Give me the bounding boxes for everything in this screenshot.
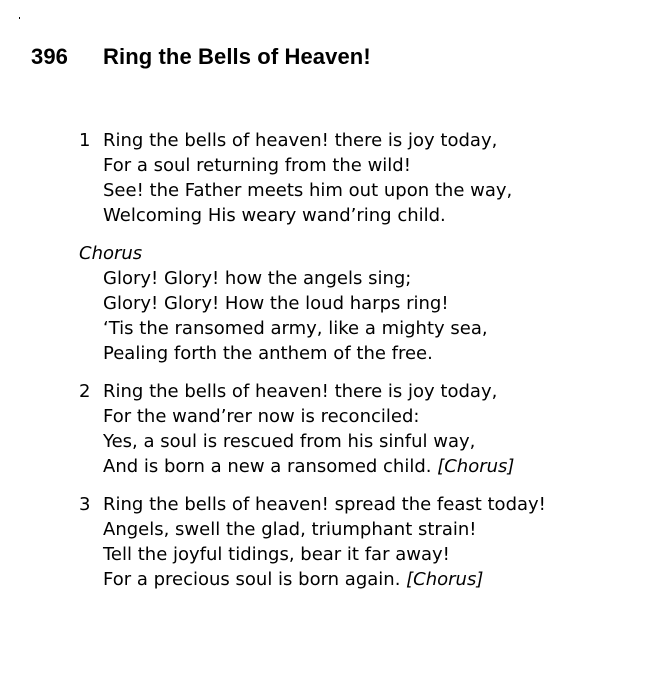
verse-line: For a soul returning from the wild! [103,155,411,176]
verse-line: Welcoming His weary wand’ring child. [103,205,446,226]
verse-line [79,567,546,592]
verse-line [79,492,546,517]
verse-2 [79,379,514,479]
verse-line [79,454,514,479]
stray-mark [19,17,20,19]
chorus [79,241,488,366]
chorus-reference: [Chorus] [406,569,484,590]
verse-line [79,379,514,404]
verse-line: For the wand’rer now is reconciled: [103,406,420,427]
verse-line: Angels, swell the glad, triumphant strain! [103,519,477,540]
chorus-line: ‘Tis the ransomed army, like a mighty sea, [103,318,488,339]
chorus-reference: [Chorus] [437,456,515,477]
verse-line: See! the Father meets him out upon the way, [103,180,513,201]
chorus-label: Chorus [79,243,143,264]
verse-line-text: Ring the bells of heaven! there is joy today, [103,381,498,402]
verse-line: Tell the joyful tidings, bear it far away! [103,544,450,565]
verse-line: Yes, a soul is rescued from his sinful way, [103,431,476,452]
chorus-line: Pealing forth the anthem of the free. [103,343,433,364]
verse-line-text: And is born a new a ransomed child. [103,456,438,477]
verse-line [79,128,512,153]
verse-number: 3 [79,494,91,515]
verse-line-text: For a precious soul is born again. [103,569,407,590]
chorus-line: Glory! Glory! How the loud harps ring! [103,293,449,314]
verse-1 [79,128,512,228]
hymn-number: 396 [31,44,69,69]
verse-line-text: Ring the bells of heaven! there is joy today, [103,130,498,151]
chorus-line: Glory! Glory! how the angels sing; [103,268,412,289]
verse-number: 1 [79,130,91,151]
verse-3 [79,492,546,592]
hymn-title: Ring the Bells of Heaven! [103,44,371,69]
verse-number: 2 [79,381,91,402]
hymn-heading [31,44,371,70]
verse-line-text: Ring the bells of heaven! spread the feast today! [103,494,546,515]
